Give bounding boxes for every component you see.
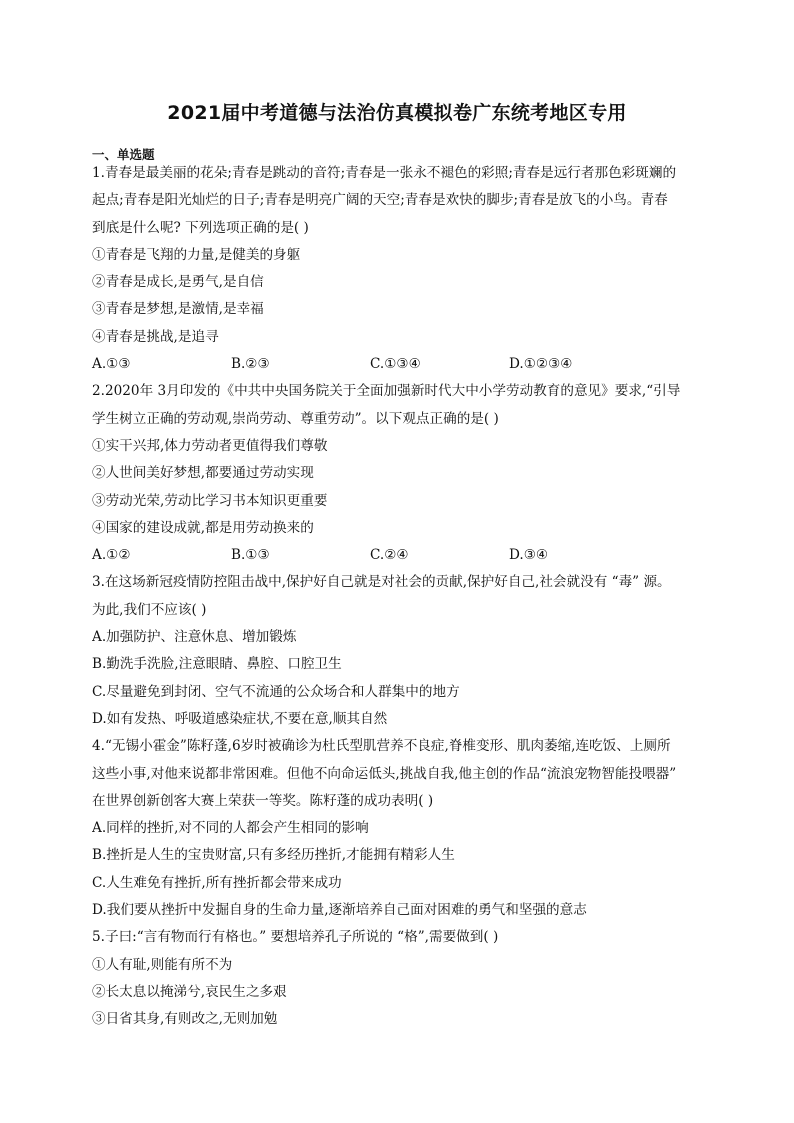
statement-item: ①青春是飞翔的力量,是健美的身躯	[92, 246, 301, 263]
option-b: B.勤洗手洗脸,注意眼睛、鼻腔、口腔卫生	[92, 656, 342, 673]
question-stem-line: 5.子曰:“言有物而行有格也。” 要想培养孔子所说的 “格”,需要做到( )	[92, 929, 499, 946]
question-1	[92, 160, 704, 378]
option-c: C.人生难免有挫折,所有挫折都会带来成功	[92, 874, 342, 891]
question-stem-line: 到底是什么呢? 下列选项正确的是( )	[92, 219, 309, 236]
answer-options	[92, 542, 704, 569]
option-a: A.同样的挫折,对不同的人都会产生相同的影响	[92, 820, 369, 837]
question-4	[92, 733, 704, 924]
statement-item: ③劳动光荣,劳动比学习书本知识更重要	[92, 492, 328, 509]
question-stem-line: 为此,我们不应该( )	[92, 601, 207, 618]
statement-item: ①人有耻,则能有所不为	[92, 956, 233, 973]
statement-item: ②青春是成长,是勇气,是自信	[92, 274, 264, 291]
option-d: D.如有发热、呼吸道感染症状,不要在意,顺其自然	[92, 710, 388, 727]
question-stem-line: 2.2020年 3月印发的《中共中央国务院关于全面加强新时代大中小学劳动教育的意见》要求,“引导	[92, 383, 681, 400]
option-d: D.①②③④	[509, 356, 573, 373]
statement-item: ③日省其身,有则改之,无则加勉	[92, 1011, 278, 1028]
statement-item: ④国家的建设成就,都是用劳动换来的	[92, 519, 314, 536]
question-5	[92, 924, 704, 1033]
option-a: A.加强防护、注意休息、增加锻炼	[92, 629, 297, 646]
page-title: 2021届中考道德与法治仿真模拟卷广东统考地区专用	[167, 102, 627, 124]
question-2	[92, 378, 704, 569]
option-c: C.②④	[370, 547, 409, 564]
statement-item: ②长太息以掩涕兮,哀民生之多艰	[92, 983, 287, 1000]
option-c: C.①③④	[370, 356, 421, 373]
option-b: B.挫折是人生的宝贵财富,只有多经历挫折,才能拥有精彩人生	[92, 847, 455, 864]
statement-item: ①实干兴邦,体力劳动者更值得我们尊敬	[92, 437, 328, 454]
option-a: A.①②	[92, 547, 131, 564]
question-stem-line: 在世界创新创客大赛上荣获一等奖。陈籽蓬的成功表明( )	[92, 792, 434, 809]
option-a: A.①③	[92, 356, 131, 373]
question-stem-line: 1.青春是最美丽的花朵;青春是跳动的音符;青春是一张永不褪色的彩照;青春是远行者那色彩斑斓的	[92, 165, 677, 181]
statement-item: ④青春是挑战,是追寻	[92, 328, 219, 345]
statement-item: ②人世间美好梦想,都要通过劳动实现	[92, 465, 314, 482]
option-b: B.①③	[231, 547, 270, 564]
question-list	[92, 160, 704, 1034]
option-d: D.③④	[509, 547, 549, 564]
question-stem-line: 4.“无锡小霍金”陈籽蓬,6岁时被确诊为杜氏型肌营养不良症,脊椎变形、肌肉萎缩,连吃饭、上厕所	[92, 738, 671, 755]
question-stem-line: 3.在这场新冠疫情防控阻击战中,保护好自己就是对社会的贡献,保护好自己,社会就没有 “毒” 源。	[92, 574, 671, 591]
question-stem-line: 起点;青春是阳光灿烂的日子;青春是明亮广阔的天空;青春是欢快的脚步;青春是放飞的小鸟。青春	[92, 192, 668, 209]
question-3	[92, 569, 704, 733]
option-b: B.②③	[231, 356, 270, 373]
statement-item: ③青春是梦想,是激情,是幸福	[92, 301, 264, 318]
section-heading: 一、单选题	[92, 147, 155, 162]
question-stem-line: 学生树立正确的劳动观,崇尚劳动、尊重劳动”。以下观点正确的是( )	[92, 410, 499, 427]
option-d: D.我们要从挫折中发掘自身的生命力量,逐渐培养自己面对困难的勇气和坚强的意志	[92, 902, 587, 919]
option-c: C.尽量避免到封闭、空气不流通的公众场合和人群集中的地方	[92, 683, 460, 700]
answer-options	[92, 351, 704, 378]
question-stem-line: 这些小事,对他来说都非常困难。但他不向命运低头,挑战自我,他主创的作品“流浪宠物智能投喂器”	[92, 765, 677, 782]
